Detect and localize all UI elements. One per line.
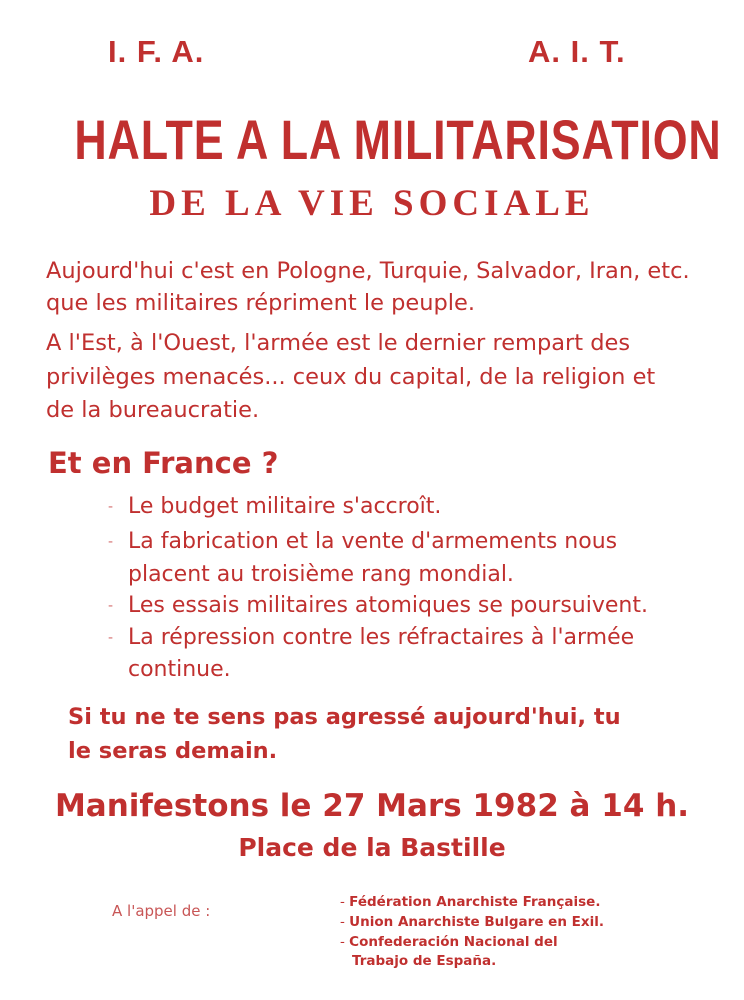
list-item-text: Le budget militaire s'accroît. <box>128 494 442 519</box>
poster-subheadline: DE LA VIE SOCIALE <box>149 183 595 224</box>
dash-bullet-icon: - <box>108 630 114 646</box>
dash-bullet-icon: - <box>108 499 114 515</box>
signatory-name: Confederación Nacional del <box>349 934 558 950</box>
intro-line: que les militaires répriment le peuple. <box>46 290 476 316</box>
signatory-continuation: Trabajo de España. <box>352 953 497 969</box>
intro-line: A l'Est, à l'Ouest, l'armée est le dernier rempart des <box>46 330 631 356</box>
warning-line: Si tu ne te sens pas agressé aujourd'hui, tu <box>68 704 621 730</box>
poster-headline: HALTE A LA MILITARISATION <box>74 108 722 171</box>
list-item-continuation: continue. <box>128 657 231 682</box>
intro-line: Aujourd'hui c'est en Pologne, Turquie, Salvador, Iran, etc. <box>46 258 690 284</box>
signatory-name: Union Anarchiste Bulgare en Exil. <box>349 914 604 930</box>
list-item <box>108 494 441 519</box>
event-call: Manifestons le 27 Mars 1982 à 14 h. <box>54 788 690 824</box>
list-item-continuation: placent au troisième rang mondial. <box>128 562 514 587</box>
dash-bullet-icon: - <box>108 534 114 550</box>
intro-line: privilèges menacés... ceux du capital, de la religion et <box>46 364 656 390</box>
dash-bullet-icon: - <box>108 598 114 614</box>
list-item <box>108 625 634 650</box>
signatory <box>340 934 558 950</box>
dash-bullet-icon: - <box>340 934 350 950</box>
list-item-text: La répression contre les réfractaires à l'armée <box>128 625 635 650</box>
intro-line: de la bureaucratie. <box>46 397 260 423</box>
list-item-text: La fabrication et la vente d'armements nous <box>128 529 618 554</box>
dash-bullet-icon: - <box>340 914 350 930</box>
list-item <box>108 593 648 618</box>
org-acronym-right: A. I. T. <box>528 34 626 69</box>
signatories-label: A l'appel de : <box>112 902 211 920</box>
section-title: Et en France ? <box>48 446 279 480</box>
signatory <box>340 914 604 930</box>
list-item <box>108 529 617 554</box>
warning-line: le seras demain. <box>68 738 278 764</box>
list-item-text: Les essais militaires atomiques se poursuivent. <box>128 593 648 618</box>
signatory <box>340 894 600 910</box>
dash-bullet-icon: - <box>340 894 350 910</box>
org-acronym-left: I. F. A. <box>108 34 205 69</box>
signatory-name: Fédération Anarchiste Française. <box>349 894 601 910</box>
event-place: Place de la Bastille <box>238 833 506 862</box>
